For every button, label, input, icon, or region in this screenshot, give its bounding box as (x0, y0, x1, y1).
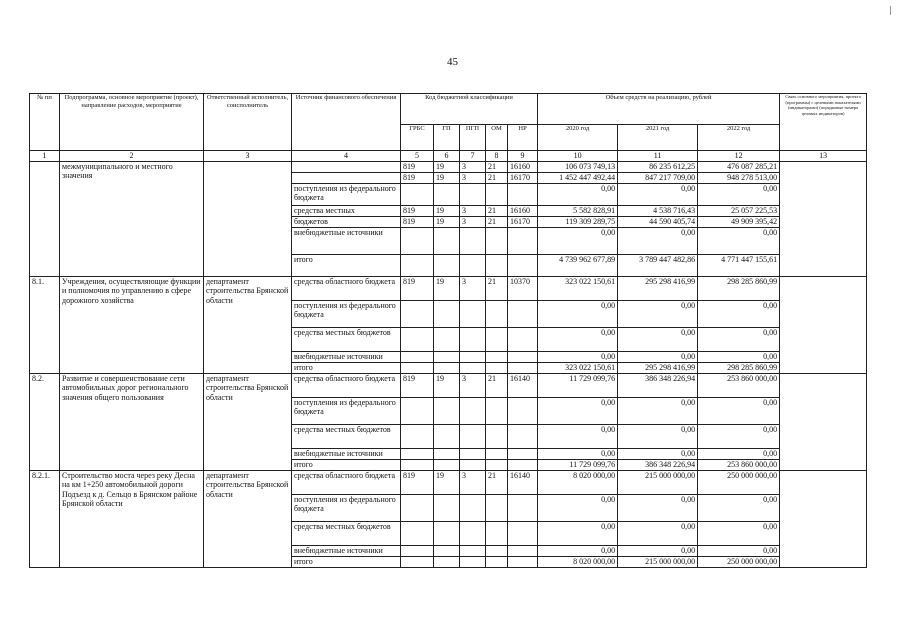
pgp-cell (460, 397, 486, 424)
value-2022-cell: 0,00 (698, 521, 780, 545)
col-index: 10 (538, 151, 618, 162)
value-2020-cell: 106 073 749,13 (538, 161, 618, 172)
pgp-cell (460, 362, 486, 373)
np-cell (508, 227, 538, 254)
link-cell (780, 373, 867, 470)
grbs-cell (401, 254, 434, 276)
gp-cell (434, 545, 460, 556)
np-header: НР (508, 125, 538, 151)
om-cell: 21 (486, 216, 508, 227)
page-number: 45 (447, 56, 458, 68)
col-index: 9 (508, 151, 538, 162)
value-2021-cell: 0,00 (618, 494, 698, 521)
gp-cell: 19 (434, 373, 460, 397)
np-cell (508, 545, 538, 556)
link-cell (780, 161, 867, 276)
col-index: 11 (618, 151, 698, 162)
grbs-cell (401, 351, 434, 362)
executor-cell: департамент строительства Брянской области (204, 373, 292, 470)
value-2022-cell: 49 909 395,42 (698, 216, 780, 227)
value-2022-cell: 476 087 285,21 (698, 161, 780, 172)
pgp-cell: 3 (460, 161, 486, 172)
executor-cell: департамент строительства Брянской области (204, 470, 292, 567)
value-2021-cell: 0,00 (618, 521, 698, 545)
value-2020-cell: 0,00 (538, 494, 618, 521)
value-2021-cell: 215 000 000,00 (618, 470, 698, 494)
value-2021-cell: 0,00 (618, 183, 698, 205)
om-cell (486, 351, 508, 362)
np-cell (508, 424, 538, 448)
pgp-cell (460, 327, 486, 351)
np-cell (508, 327, 538, 351)
value-2022-cell: 0,00 (698, 227, 780, 254)
value-2022-cell: 948 278 513,00 (698, 172, 780, 183)
om-cell (486, 183, 508, 205)
grbs-cell (401, 397, 434, 424)
col-sources-header: Источник финансового обеспечения (292, 94, 401, 151)
value-2021-cell: 386 348 226,94 (618, 373, 698, 397)
value-2021-cell: 4 538 716,43 (618, 205, 698, 216)
np-cell (508, 362, 538, 373)
executor-cell: департамент строительства Брянской области (204, 276, 292, 373)
source-cell: средства областного бюджета (292, 373, 401, 397)
col-index: 13 (780, 151, 867, 162)
om-cell (486, 521, 508, 545)
grbs-cell (401, 300, 434, 327)
np-cell (508, 254, 538, 276)
column-index-row (30, 151, 867, 162)
value-2021-cell: 0,00 (618, 545, 698, 556)
gp-header: ГП (434, 125, 460, 151)
source-cell: итого (292, 362, 401, 373)
om-cell (486, 448, 508, 459)
col-index: 2 (60, 151, 204, 162)
value-2021-cell: 86 235 612,25 (618, 161, 698, 172)
om-cell (486, 254, 508, 276)
np-cell (508, 459, 538, 470)
gp-cell (434, 424, 460, 448)
value-2022-cell: 0,00 (698, 545, 780, 556)
value-2021-cell: 0,00 (618, 397, 698, 424)
source-cell (292, 161, 401, 172)
om-cell: 21 (486, 172, 508, 183)
value-2020-cell: 0,00 (538, 351, 618, 362)
gp-cell (434, 397, 460, 424)
np-cell: 16160 (508, 161, 538, 172)
grbs-cell: 819 (401, 205, 434, 216)
np-cell (508, 300, 538, 327)
value-2022-cell: 0,00 (698, 448, 780, 459)
link-header: Связь основного мероприятия, проекта (программы) с целевыми показателями (индикаторами) (порядковые номера целевых индикаторов) (780, 94, 867, 151)
pgp-cell (460, 545, 486, 556)
om-cell: 21 (486, 470, 508, 494)
gp-cell (434, 254, 460, 276)
source-cell: средства областного бюджета (292, 470, 401, 494)
np-cell (508, 556, 538, 567)
source-cell: внебюджетные источники (292, 545, 401, 556)
np-cell (508, 521, 538, 545)
col-index: 5 (401, 151, 434, 162)
value-2022-cell: 25 057 225,53 (698, 205, 780, 216)
value-2020-cell: 0,00 (538, 424, 618, 448)
table-row (30, 276, 867, 300)
grbs-cell (401, 327, 434, 351)
value-2022-cell: 0,00 (698, 424, 780, 448)
table-header (30, 94, 867, 162)
pgp-cell (460, 227, 486, 254)
col-no-header: № пп (30, 94, 60, 151)
value-2021-cell: 386 348 226,94 (618, 459, 698, 470)
value-2021-cell: 215 000 000,00 (618, 556, 698, 567)
col-index: 3 (204, 151, 292, 162)
om-header: ОМ (486, 125, 508, 151)
pgp-cell (460, 183, 486, 205)
np-cell: 16170 (508, 172, 538, 183)
executor-cell (204, 161, 292, 276)
pgp-cell (460, 351, 486, 362)
grbs-cell (401, 494, 434, 521)
pgp-cell: 3 (460, 276, 486, 300)
grbs-cell (401, 521, 434, 545)
pgp-cell (460, 424, 486, 448)
np-cell: 16170 (508, 216, 538, 227)
np-cell (508, 397, 538, 424)
col-index: 1 (30, 151, 60, 162)
value-2022-cell: 250 000 000,00 (698, 556, 780, 567)
col-index: 7 (460, 151, 486, 162)
row-number-cell: 8.1. (30, 276, 60, 373)
grbs-cell (401, 459, 434, 470)
value-2021-cell: 295 298 416,99 (618, 362, 698, 373)
gp-cell (434, 327, 460, 351)
source-cell: средства областного бюджета (292, 276, 401, 300)
value-2020-cell: 11 729 099,76 (538, 459, 618, 470)
pgp-cell (460, 521, 486, 545)
pgp-cell (460, 556, 486, 567)
pgp-header: ПГП (460, 125, 486, 151)
scan-edge-mark (890, 6, 891, 15)
col-executor-header: Ответственный исполнитель, соисполнитель (204, 94, 292, 151)
item-name-cell: Учреждения, осуществляющие функции и полномочия по управлению в сфере дорожного хозяйства (60, 276, 204, 373)
link-cell (780, 276, 867, 373)
grbs-cell: 819 (401, 161, 434, 172)
value-2020-cell: 0,00 (538, 521, 618, 545)
value-2022-cell: 253 860 000,00 (698, 459, 780, 470)
pgp-cell (460, 459, 486, 470)
value-2022-cell: 0,00 (698, 351, 780, 362)
gp-cell: 19 (434, 276, 460, 300)
source-cell: итого (292, 459, 401, 470)
np-cell (508, 448, 538, 459)
gp-cell (434, 521, 460, 545)
y2020-header: 2020 год (538, 125, 618, 151)
value-2021-cell: 847 217 709,00 (618, 172, 698, 183)
source-cell: поступления из федерального бюджета (292, 397, 401, 424)
item-name-cell: Развитие и совершенствование сети автомобильных дорог регионального значения общего пользования (60, 373, 204, 470)
np-cell (508, 351, 538, 362)
grbs-cell: 819 (401, 172, 434, 183)
source-cell: средства местных (292, 205, 401, 216)
np-cell (508, 494, 538, 521)
finance-table (29, 93, 867, 568)
pgp-cell: 3 (460, 373, 486, 397)
value-2022-cell: 253 860 000,00 (698, 373, 780, 397)
source-cell: поступления из федерального бюджета (292, 300, 401, 327)
om-cell (486, 545, 508, 556)
source-cell: поступления из федерального бюджета (292, 494, 401, 521)
item-name-cell: межмуниципального и местного значения (60, 161, 204, 276)
col-index: 4 (292, 151, 401, 162)
value-2022-cell: 0,00 (698, 327, 780, 351)
gp-cell: 19 (434, 216, 460, 227)
row-number-cell: 8.2. (30, 373, 60, 470)
gp-cell (434, 448, 460, 459)
grbs-cell: 819 (401, 216, 434, 227)
gp-cell: 19 (434, 161, 460, 172)
source-cell: поступления из федерального бюджета (292, 183, 401, 205)
om-cell: 21 (486, 276, 508, 300)
value-2020-cell: 0,00 (538, 545, 618, 556)
value-2021-cell: 0,00 (618, 424, 698, 448)
value-2020-cell: 0,00 (538, 448, 618, 459)
pgp-cell (460, 254, 486, 276)
om-cell (486, 494, 508, 521)
source-cell: средства местных бюджетов (292, 521, 401, 545)
value-2022-cell: 0,00 (698, 494, 780, 521)
value-2020-cell: 8 020 000,00 (538, 556, 618, 567)
pgp-cell: 3 (460, 470, 486, 494)
pgp-cell: 3 (460, 172, 486, 183)
grbs-cell (401, 227, 434, 254)
table-row (30, 470, 867, 494)
value-2020-cell: 0,00 (538, 300, 618, 327)
value-2020-cell: 1 452 447 492,44 (538, 172, 618, 183)
gp-cell (434, 459, 460, 470)
source-cell: внебюджетные источники (292, 227, 401, 254)
np-cell (508, 183, 538, 205)
om-cell: 21 (486, 161, 508, 172)
row-number-cell (30, 161, 60, 276)
source-cell: итого (292, 556, 401, 567)
value-2022-cell: 0,00 (698, 183, 780, 205)
value-2021-cell: 0,00 (618, 351, 698, 362)
value-2022-cell: 298 285 860,99 (698, 276, 780, 300)
om-cell (486, 556, 508, 567)
value-2021-cell: 295 298 416,99 (618, 276, 698, 300)
gp-cell (434, 362, 460, 373)
pgp-cell (460, 448, 486, 459)
np-cell: 16140 (508, 470, 538, 494)
om-cell: 21 (486, 373, 508, 397)
value-2021-cell: 0,00 (618, 300, 698, 327)
grbs-cell (401, 362, 434, 373)
gp-cell: 19 (434, 470, 460, 494)
col-index: 8 (486, 151, 508, 162)
om-cell (486, 424, 508, 448)
table-body (30, 161, 867, 567)
value-2021-cell: 3 789 447 482,86 (618, 254, 698, 276)
value-2020-cell: 0,00 (538, 397, 618, 424)
om-cell (486, 300, 508, 327)
budget-code-header: Код бюджетной классификации (401, 94, 538, 125)
value-2022-cell: 0,00 (698, 397, 780, 424)
source-cell: средства местных бюджетов (292, 327, 401, 351)
grbs-header: ГРБС (401, 125, 434, 151)
value-2022-cell: 250 000 000,00 (698, 470, 780, 494)
grbs-cell: 819 (401, 373, 434, 397)
np-cell: 16140 (508, 373, 538, 397)
grbs-cell (401, 545, 434, 556)
col-index: 6 (434, 151, 460, 162)
table-row (30, 373, 867, 397)
value-2020-cell: 11 729 099,76 (538, 373, 618, 397)
om-cell (486, 327, 508, 351)
value-2020-cell: 119 309 289,75 (538, 216, 618, 227)
np-cell: 16160 (508, 205, 538, 216)
source-cell: средства местных бюджетов (292, 424, 401, 448)
value-2021-cell: 0,00 (618, 227, 698, 254)
grbs-cell (401, 556, 434, 567)
gp-cell (434, 494, 460, 521)
y2022-header: 2022 год (698, 125, 780, 151)
np-cell: 10370 (508, 276, 538, 300)
pgp-cell (460, 494, 486, 521)
value-2020-cell: 5 582 828,91 (538, 205, 618, 216)
y2021-header: 2021 год (618, 125, 698, 151)
value-2022-cell: 4 771 447 155,61 (698, 254, 780, 276)
grbs-cell: 819 (401, 276, 434, 300)
om-cell: 21 (486, 205, 508, 216)
value-2020-cell: 323 022 150,61 (538, 276, 618, 300)
source-cell (292, 172, 401, 183)
value-2020-cell: 0,00 (538, 183, 618, 205)
value-2020-cell: 0,00 (538, 327, 618, 351)
row-number-cell: 8.2.1. (30, 470, 60, 567)
gp-cell (434, 300, 460, 327)
value-2021-cell: 0,00 (618, 327, 698, 351)
pgp-cell: 3 (460, 216, 486, 227)
gp-cell (434, 183, 460, 205)
grbs-cell (401, 448, 434, 459)
item-name-cell: Строительство моста через реку Десна на км 1+250 автомобильной дороги Подъезд к д. Сельцо в Брянском районе Брянской области (60, 470, 204, 567)
value-2020-cell: 0,00 (538, 227, 618, 254)
grbs-cell (401, 183, 434, 205)
gp-cell (434, 556, 460, 567)
om-cell (486, 397, 508, 424)
grbs-cell: 819 (401, 470, 434, 494)
volume-header: Объем средств на реализацию, рублей (538, 94, 780, 125)
source-cell: внебюджетные источники (292, 351, 401, 362)
om-cell (486, 227, 508, 254)
source-cell: внебюджетные источники (292, 448, 401, 459)
gp-cell (434, 227, 460, 254)
pgp-cell (460, 300, 486, 327)
value-2022-cell: 0,00 (698, 300, 780, 327)
value-2020-cell: 4 739 962 677,89 (538, 254, 618, 276)
source-cell: бюджетов (292, 216, 401, 227)
om-cell (486, 362, 508, 373)
value-2021-cell: 0,00 (618, 448, 698, 459)
value-2020-cell: 8 020 000,00 (538, 470, 618, 494)
col-index: 12 (698, 151, 780, 162)
pgp-cell: 3 (460, 205, 486, 216)
link-cell (780, 470, 867, 567)
gp-cell: 19 (434, 172, 460, 183)
col-subprogram-header: Подпрограмма, основное мероприятие (проект), направление расходов, мероприятие (60, 94, 204, 151)
gp-cell: 19 (434, 205, 460, 216)
value-2020-cell: 323 022 150,61 (538, 362, 618, 373)
om-cell (486, 459, 508, 470)
table-row (30, 161, 867, 172)
gp-cell (434, 351, 460, 362)
value-2021-cell: 44 590 405,74 (618, 216, 698, 227)
source-cell: итого (292, 254, 401, 276)
grbs-cell (401, 424, 434, 448)
value-2022-cell: 298 285 860,99 (698, 362, 780, 373)
